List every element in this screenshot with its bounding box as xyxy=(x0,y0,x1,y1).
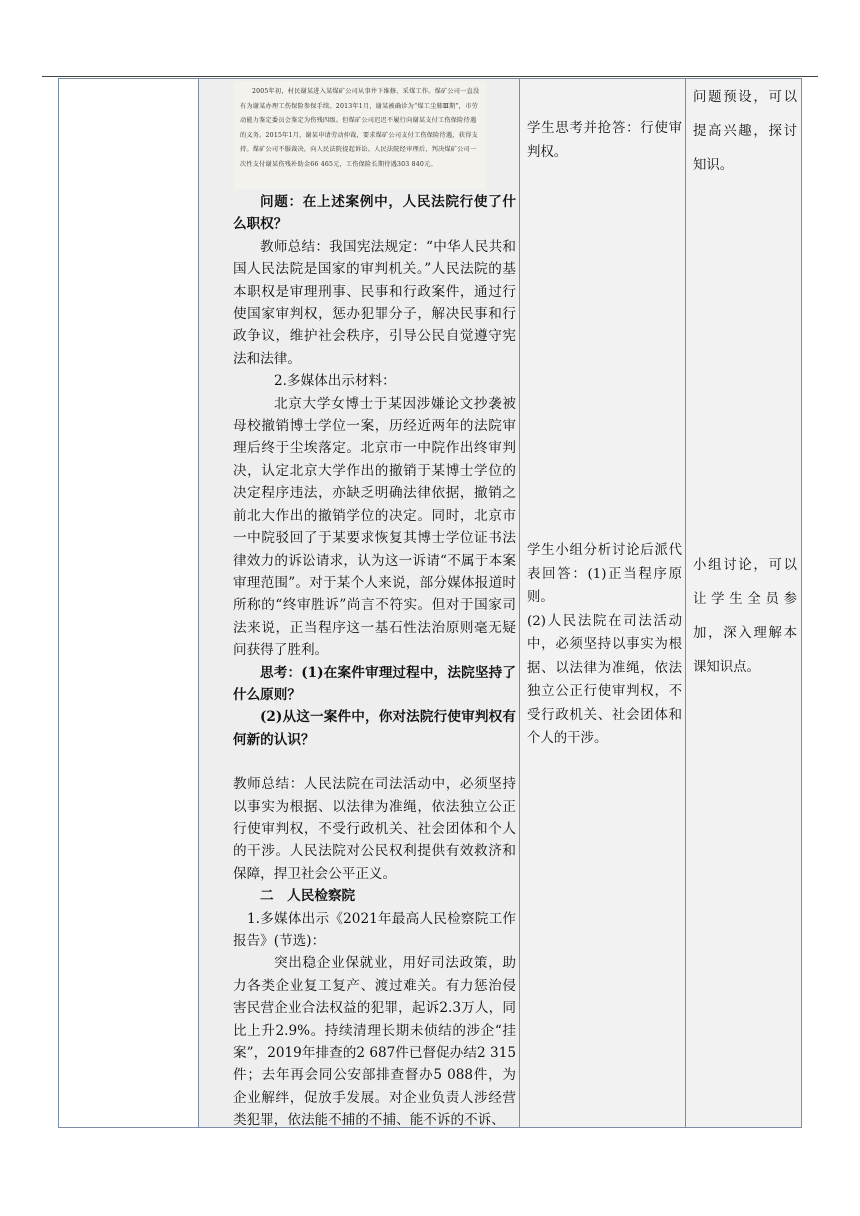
design-intent-2: 小组讨论，可以让学生全员参加，深入理解本课知识点。 xyxy=(693,558,797,675)
case-material-image xyxy=(234,81,486,189)
media-heading-3: 1.多媒体出示《2021年最高人民检察院工作报告》(节选)： xyxy=(233,910,516,949)
student-answer-2-detail: (2)人民法院在司法活动中，必须坚持以事实为根据、以法律为准绳，依法独立公正行使审判权，不受行政机关、社会团体和个人的干涉。 xyxy=(527,613,682,746)
think-question-1: 思考：(1)在案件审理过程中，法院坚持了什么原则？ xyxy=(233,664,516,703)
teacher-summary-1: 教师总结：我国宪法规定：“中华人民共和国人民法院是国家的审判机关。”人民法院的基本职权是审理刑事、民事和行政案件，通过行使国家审判权，惩办犯罪分子，解决民事和行政争议，维护社会秩序，引导公民自觉遵守宪法和法律。 xyxy=(233,238,516,367)
design-intent-column xyxy=(686,79,801,1127)
design-intent-2-block xyxy=(693,549,797,685)
student-activity-column xyxy=(520,79,686,1127)
stage-column xyxy=(59,79,199,1127)
lesson-plan-table xyxy=(58,78,802,1128)
media-heading-2: 2.多媒体出示材料： xyxy=(274,373,396,390)
student-answer-1-block xyxy=(527,117,682,164)
work-report-excerpt: 突出稳企业保就业，用好司法政策，助力各类企业复工复产、渡过难关。有力惩治侵害民营企业合法权益的犯罪，起诉2.3万人，同比上升2.9%。持续清理长期未侦结的涉企“挂案”，2019年排查的2 687件已督促办结2 315件；去年再会同公安部排查督办5 088件，为企业解绊，促放手发展。对企业负责人涉经营类犯罪，依法能不捕的不捕、能不诉的不诉、 xyxy=(233,955,516,1129)
design-intent-1: 问题预设，可以提高兴趣，探讨知识。 xyxy=(693,90,797,173)
teaching-content-column xyxy=(199,79,520,1127)
student-answer-1: 学生思考并抢答：行使审判权。 xyxy=(527,121,682,160)
teacher-summary-2: 教师总结：人民法院在司法活动中，必须坚持以事实为根据、以法律为准绳，依法独立公正行使审判权，不受行政机关、社会团体和个人的干涉。人民法院对公民权利提供有效救济和保障，捍卫社会公平正义。 xyxy=(233,776,516,882)
think-question-2: (2)从这一案件中，你对法院行使审判权有何新的认识？ xyxy=(233,709,516,748)
question-1: 问题：在上述案例中，人民法院行使了什么职权？ xyxy=(233,194,516,233)
section-title-procuratorate: 二 人民检察院 xyxy=(260,888,356,905)
case-image-text: 2005年初，村民谢某进入某煤矿公司从事井下维修、采煤工作。煤矿公司一直没有为谢某办理工伤保险参保手续。2013年1月，谢某被确诊为“煤工尘肺Ⅲ期”，市劳动能力鉴定委员会鉴定为伤残四级。但煤矿公司迟迟不履行向谢某支付工伤保险待遇的义务。2015年1月，谢某申请劳动仲裁，要求煤矿公司支付工伤保险待遇，获得支持。煤矿公司不服裁决，向人民法院提起诉讼。人民法院经审理后，判决煤矿公司一次性支付谢某伤残补助金66 465元，工伤保险长期待遇303 840元。 xyxy=(240,88,480,168)
student-answer-2-intro: 学生小组分析讨论后派代表回答：(1)正当程序原则。 xyxy=(527,543,682,605)
media-material-2: 北京大学女博士于某因涉嫌论文抄袭被母校撤销博士学位一案，历经近两年的法院审理后终于尘埃落定。北京市一中院作出终审判决，认定北京大学作出的撤销于某博士学位的决定程序违法，亦缺乏明确法律依据，撤销之前北大作出的撤销学位的决定。同时，北京市一中院驳回了于某要求恢复其博士学位证书法律效力的诉讼请求，认为这一诉请“不属于本案审理范围”。对于某个人来说，部分媒体报道时所称的“终审胜诉”尚言不符实。但对于国家司法来说，正当程序这一基石性法治原则毫无疑问获得了胜利。 xyxy=(233,395,516,659)
design-intent-1-block xyxy=(693,81,797,183)
header-rule xyxy=(42,76,818,77)
teaching-content-body xyxy=(233,191,516,1132)
student-answer-2-block xyxy=(527,539,682,751)
